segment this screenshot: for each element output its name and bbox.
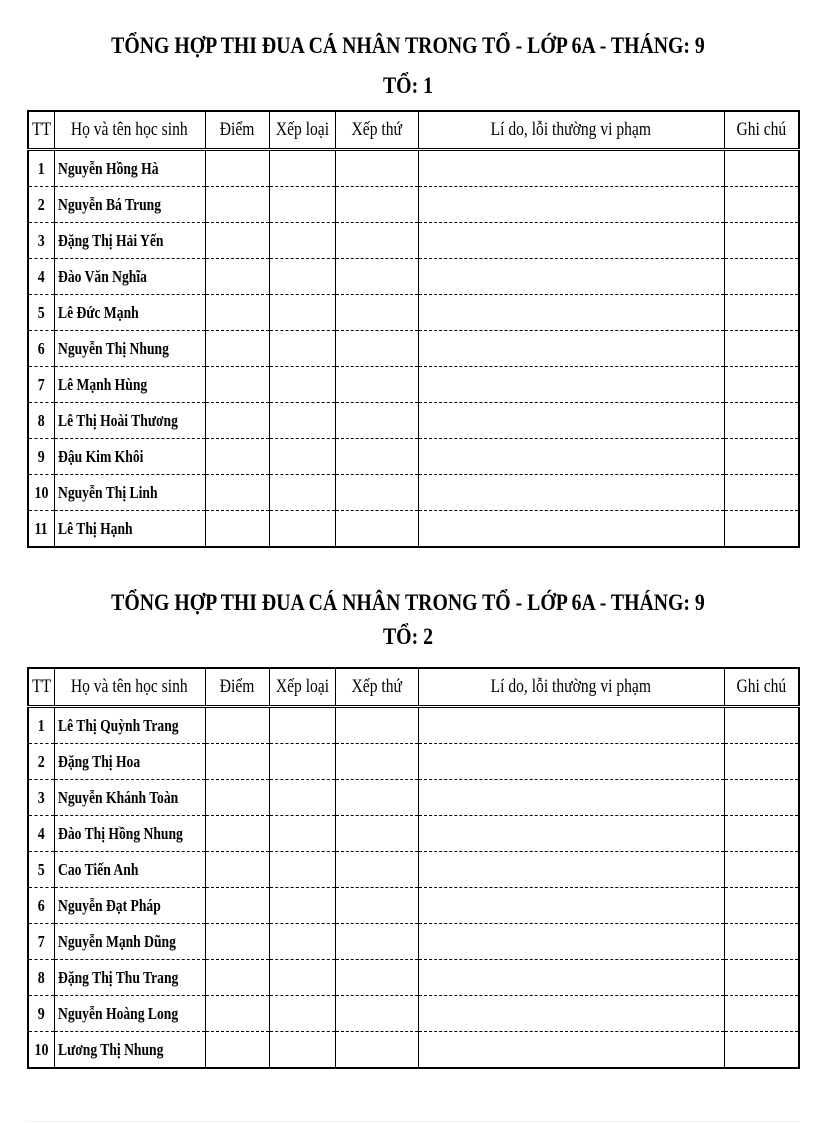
cell-rank-type	[269, 996, 335, 1032]
student-name: Đậu Kim Khôi	[57, 446, 143, 466]
cell-rank-type	[269, 744, 335, 780]
cell-score	[205, 403, 269, 439]
table-row	[28, 150, 799, 187]
cell-student-name	[54, 295, 205, 331]
cell-rank-order	[335, 780, 418, 816]
cell-reason	[418, 924, 724, 960]
column-header-rank-type: Xếp loại	[269, 668, 335, 707]
cell-tt	[28, 1032, 54, 1069]
cell-score	[205, 259, 269, 295]
cell-note	[724, 295, 799, 331]
cell-reason	[418, 331, 724, 367]
cell-reason	[418, 259, 724, 295]
row-number: 7	[37, 374, 45, 394]
section-2-subtitle: TỔ: 2	[382, 624, 433, 649]
page-bottom-divider	[27, 1121, 800, 1122]
row-number: 10	[34, 1039, 49, 1059]
cell-rank-order	[335, 367, 418, 403]
cell-reason	[418, 403, 724, 439]
row-number: 2	[37, 194, 45, 214]
cell-tt	[28, 295, 54, 331]
student-name: Đào Văn Nghĩa	[57, 266, 147, 286]
student-name: Nguyễn Mạnh Dũng	[57, 931, 176, 951]
column-header-note: Ghi chú	[724, 668, 799, 707]
cell-reason	[418, 1032, 724, 1069]
cell-score	[205, 187, 269, 223]
cell-rank-type	[269, 960, 335, 996]
student-name: Đặng Thị Thu Trang	[57, 967, 178, 987]
table-header-row	[28, 668, 799, 707]
table-row	[28, 187, 799, 223]
cell-score	[205, 924, 269, 960]
cell-rank-order	[335, 150, 418, 187]
table-row	[28, 223, 799, 259]
cell-student-name	[54, 187, 205, 223]
cell-rank-type	[269, 439, 335, 475]
cell-rank-order	[335, 223, 418, 259]
row-number: 7	[37, 931, 45, 951]
cell-note	[724, 816, 799, 852]
section-2-rows	[28, 707, 799, 1069]
cell-rank-order	[335, 924, 418, 960]
student-name: Lê Thị Hạnh	[57, 518, 133, 538]
column-header-rank-order: Xếp thứ	[335, 111, 418, 150]
row-number: 4	[37, 266, 45, 286]
cell-tt	[28, 707, 54, 744]
section-1-rows	[28, 150, 799, 548]
cell-note	[724, 707, 799, 744]
cell-score	[205, 511, 269, 548]
cell-tt	[28, 511, 54, 548]
cell-note	[724, 744, 799, 780]
cell-rank-order	[335, 511, 418, 548]
row-number: 3	[37, 787, 45, 807]
table-header-row	[28, 111, 799, 150]
table-row	[28, 259, 799, 295]
column-header-name: Họ và tên học sinh	[54, 111, 205, 150]
cell-score	[205, 439, 269, 475]
table-row	[28, 1032, 799, 1069]
column-header-name: Họ và tên học sinh	[54, 668, 205, 707]
cell-note	[724, 439, 799, 475]
cell-student-name	[54, 150, 205, 187]
cell-student-name	[54, 924, 205, 960]
table-row	[28, 367, 799, 403]
cell-reason	[418, 223, 724, 259]
cell-rank-order	[335, 439, 418, 475]
cell-score	[205, 888, 269, 924]
table-row	[28, 888, 799, 924]
cell-rank-type	[269, 295, 335, 331]
cell-rank-order	[335, 295, 418, 331]
cell-student-name	[54, 259, 205, 295]
cell-reason	[418, 187, 724, 223]
student-name: Nguyễn Bá Trung	[57, 194, 161, 214]
cell-student-name	[54, 1032, 205, 1069]
cell-rank-order	[335, 744, 418, 780]
cell-student-name	[54, 707, 205, 744]
student-name: Nguyễn Hoàng Long	[57, 1003, 178, 1023]
table-row	[28, 924, 799, 960]
cell-note	[724, 960, 799, 996]
cell-tt	[28, 816, 54, 852]
cell-rank-order	[335, 816, 418, 852]
cell-score	[205, 744, 269, 780]
cell-rank-type	[269, 888, 335, 924]
cell-reason	[418, 367, 724, 403]
cell-score	[205, 996, 269, 1032]
cell-rank-type	[269, 475, 335, 511]
cell-note	[724, 331, 799, 367]
cell-rank-order	[335, 1032, 418, 1069]
cell-student-name	[54, 223, 205, 259]
cell-tt	[28, 150, 54, 187]
cell-reason	[418, 996, 724, 1032]
cell-student-name	[54, 996, 205, 1032]
table-row	[28, 439, 799, 475]
row-number: 1	[37, 158, 45, 178]
cell-reason	[418, 150, 724, 187]
student-name: Lê Đức Mạnh	[57, 302, 139, 322]
cell-note	[724, 367, 799, 403]
column-header-reason: Lí do, lỗi thường vi phạm	[418, 668, 724, 707]
cell-tt	[28, 888, 54, 924]
cell-tt	[28, 403, 54, 439]
cell-rank-type	[269, 707, 335, 744]
cell-note	[724, 996, 799, 1032]
cell-tt	[28, 439, 54, 475]
cell-student-name	[54, 816, 205, 852]
table-row	[28, 707, 799, 744]
cell-rank-type	[269, 924, 335, 960]
cell-score	[205, 780, 269, 816]
cell-note	[724, 187, 799, 223]
cell-rank-order	[335, 888, 418, 924]
cell-note	[724, 511, 799, 548]
cell-student-name	[54, 367, 205, 403]
cell-score	[205, 816, 269, 852]
cell-rank-type	[269, 150, 335, 187]
cell-reason	[418, 816, 724, 852]
cell-rank-order	[335, 403, 418, 439]
cell-rank-type	[269, 1032, 335, 1069]
student-name: Đặng Thị Hải Yến	[57, 230, 163, 250]
column-header-score: Điểm	[205, 111, 269, 150]
cell-note	[724, 780, 799, 816]
cell-rank-type	[269, 259, 335, 295]
cell-rank-order	[335, 960, 418, 996]
section-2-table	[27, 667, 800, 1069]
student-name: Nguyễn Khánh Toàn	[57, 787, 178, 807]
row-number: 10	[34, 482, 49, 502]
cell-score	[205, 852, 269, 888]
section-1-table	[27, 110, 800, 548]
row-number: 6	[37, 338, 45, 358]
row-number: 5	[37, 302, 45, 322]
cell-rank-order	[335, 259, 418, 295]
cell-note	[724, 888, 799, 924]
cell-note	[724, 1032, 799, 1069]
cell-reason	[418, 439, 724, 475]
row-number: 4	[37, 823, 45, 843]
cell-tt	[28, 960, 54, 996]
section-2-title: TỔNG HỢP THI ĐUA CÁ NHÂN TRONG TỔ - LỚP 6A - THÁNG: 9	[111, 590, 705, 615]
cell-tt	[28, 223, 54, 259]
column-header-tt: TT	[28, 668, 54, 707]
cell-score	[205, 1032, 269, 1069]
cell-reason	[418, 295, 724, 331]
cell-student-name	[54, 511, 205, 548]
table-row	[28, 331, 799, 367]
section-1-title: TỔNG HỢP THI ĐUA CÁ NHÂN TRONG TỔ - LỚP 6A - THÁNG: 9	[111, 33, 705, 58]
cell-reason	[418, 744, 724, 780]
column-header-tt: TT	[28, 111, 54, 150]
table-row	[28, 744, 799, 780]
student-name: Nguyễn Hồng Hà	[57, 158, 159, 178]
student-name: Nguyễn Thị Nhung	[57, 338, 169, 358]
student-name: Cao Tiến Anh	[57, 859, 138, 879]
table-row	[28, 960, 799, 996]
row-number: 6	[37, 895, 45, 915]
table-row	[28, 816, 799, 852]
cell-rank-type	[269, 852, 335, 888]
cell-tt	[28, 259, 54, 295]
row-number: 9	[37, 1003, 45, 1023]
student-name: Đặng Thị Hoa	[57, 751, 140, 771]
cell-reason	[418, 475, 724, 511]
cell-score	[205, 223, 269, 259]
cell-rank-order	[335, 852, 418, 888]
cell-score	[205, 150, 269, 187]
table-row	[28, 403, 799, 439]
cell-student-name	[54, 780, 205, 816]
cell-rank-type	[269, 367, 335, 403]
cell-score	[205, 960, 269, 996]
row-number: 1	[37, 715, 45, 735]
cell-rank-order	[335, 475, 418, 511]
column-header-rank-type: Xếp loại	[269, 111, 335, 150]
cell-rank-order	[335, 187, 418, 223]
table-row	[28, 511, 799, 548]
cell-student-name	[54, 331, 205, 367]
cell-rank-type	[269, 780, 335, 816]
cell-student-name	[54, 888, 205, 924]
column-header-note: Ghi chú	[724, 111, 799, 150]
row-number: 2	[37, 751, 45, 771]
table-row	[28, 996, 799, 1032]
cell-rank-order	[335, 707, 418, 744]
cell-tt	[28, 924, 54, 960]
cell-rank-order	[335, 331, 418, 367]
student-name: Lương Thị Nhung	[57, 1039, 163, 1059]
cell-rank-type	[269, 223, 335, 259]
cell-tt	[28, 475, 54, 511]
cell-reason	[418, 960, 724, 996]
cell-student-name	[54, 439, 205, 475]
cell-note	[724, 475, 799, 511]
cell-rank-type	[269, 331, 335, 367]
cell-tt	[28, 780, 54, 816]
row-number: 5	[37, 859, 45, 879]
column-header-rank-order: Xếp thứ	[335, 668, 418, 707]
cell-student-name	[54, 744, 205, 780]
cell-student-name	[54, 403, 205, 439]
cell-note	[724, 150, 799, 187]
student-name: Lê Mạnh Hùng	[57, 374, 147, 394]
cell-reason	[418, 511, 724, 548]
cell-score	[205, 367, 269, 403]
column-header-reason: Lí do, lỗi thường vi phạm	[418, 111, 724, 150]
cell-rank-type	[269, 816, 335, 852]
cell-reason	[418, 780, 724, 816]
cell-score	[205, 331, 269, 367]
cell-tt	[28, 996, 54, 1032]
student-name: Nguyễn Đạt Pháp	[57, 895, 161, 915]
row-number: 8	[37, 967, 45, 987]
cell-note	[724, 259, 799, 295]
table-row	[28, 475, 799, 511]
student-name: Lê Thị Quỳnh Trang	[57, 715, 179, 735]
student-name: Nguyễn Thị Linh	[57, 482, 158, 502]
table-row	[28, 852, 799, 888]
column-header-score: Điểm	[205, 668, 269, 707]
cell-tt	[28, 367, 54, 403]
cell-rank-type	[269, 403, 335, 439]
section-1-subtitle: TỔ: 1	[382, 73, 433, 98]
cell-note	[724, 852, 799, 888]
cell-student-name	[54, 475, 205, 511]
row-number: 9	[37, 446, 45, 466]
cell-student-name	[54, 960, 205, 996]
cell-note	[724, 223, 799, 259]
table-row	[28, 780, 799, 816]
cell-tt	[28, 852, 54, 888]
cell-reason	[418, 888, 724, 924]
cell-score	[205, 295, 269, 331]
cell-rank-type	[269, 511, 335, 548]
student-name: Lê Thị Hoài Thương	[57, 410, 178, 430]
row-number: 11	[34, 518, 48, 538]
cell-rank-order	[335, 996, 418, 1032]
cell-tt	[28, 744, 54, 780]
row-number: 8	[37, 410, 45, 430]
row-number: 3	[37, 230, 45, 250]
cell-rank-type	[269, 187, 335, 223]
cell-note	[724, 403, 799, 439]
cell-score	[205, 475, 269, 511]
cell-reason	[418, 707, 724, 744]
cell-reason	[418, 852, 724, 888]
table-row	[28, 295, 799, 331]
cell-note	[724, 924, 799, 960]
cell-score	[205, 707, 269, 744]
cell-tt	[28, 331, 54, 367]
student-name: Đào Thị Hồng Nhung	[57, 823, 183, 843]
cell-tt	[28, 187, 54, 223]
cell-student-name	[54, 852, 205, 888]
